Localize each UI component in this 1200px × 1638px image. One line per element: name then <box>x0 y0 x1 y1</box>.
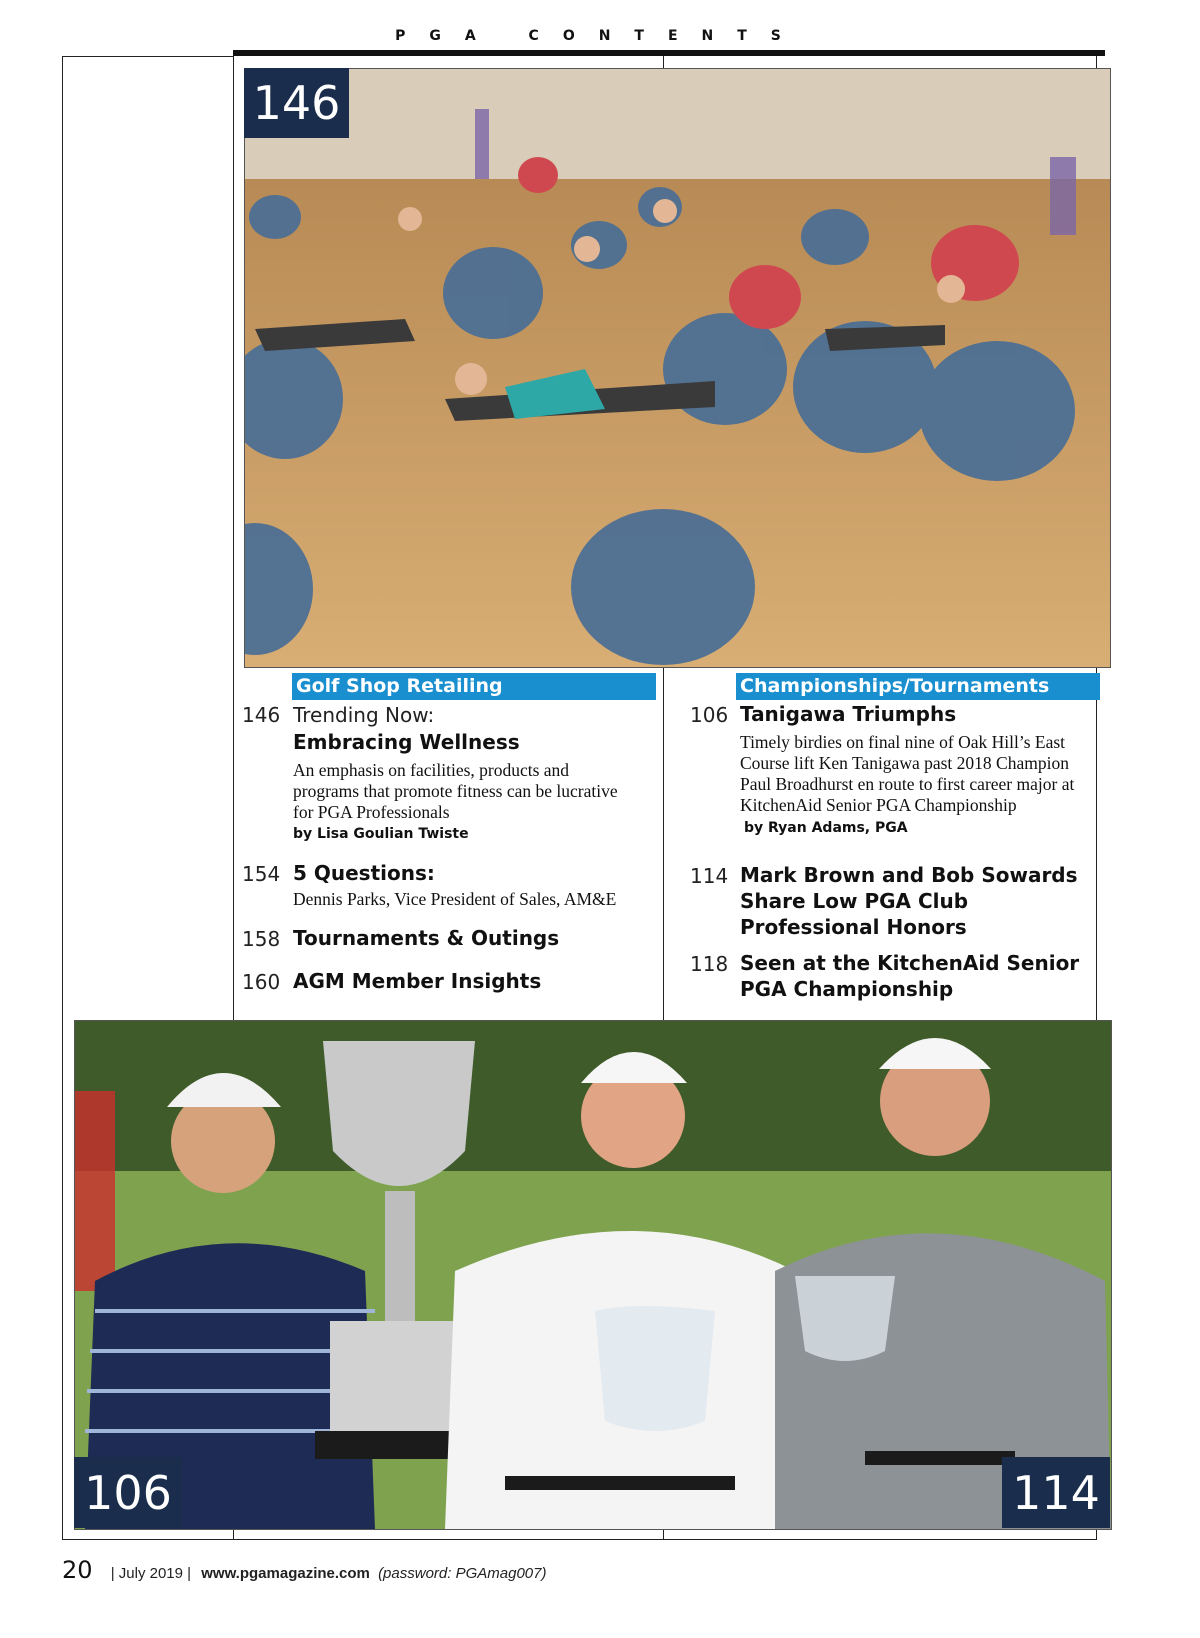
article-title-agm-member-insights: AGM Member Insights <box>293 969 542 993</box>
article-description-text: Timely birdies on final nine of Oak Hill’s East Course lift Ken Tanigawa past 2018 Champion Paul Broadhurst en route to first career major at KitchenAid Senior PGA Championship <box>740 732 1075 815</box>
footer-password: (password: PGAmag007) <box>378 1565 547 1582</box>
article-byline: by Lisa Goulian Twiste <box>293 826 469 842</box>
article-title-mark-brown-bob-sowards: Mark Brown and Bob Sowards Share Low PGA Club Professional Honors <box>740 863 1078 939</box>
page-number-146: 146 <box>242 703 281 727</box>
page-number-160: 160 <box>242 970 281 994</box>
article-title-embracing-wellness: Embracing Wellness <box>293 730 520 754</box>
fitness-class-illustration <box>245 69 1110 667</box>
page-number-114: 114 <box>690 864 729 888</box>
page-number-106: 106 <box>690 703 729 727</box>
section-heading-golf-shop-retailing: Golf Shop Retailing <box>292 673 656 700</box>
article-byline: by Ryan Adams, PGA <box>744 820 908 836</box>
page-badge-146: 146 <box>244 68 349 138</box>
folio-page-number: 20 <box>62 1556 93 1584</box>
article-title-tanigawa-triumphs: Tanigawa Triumphs <box>740 702 957 726</box>
page-number-154: 154 <box>242 862 281 886</box>
section-running-head: PGA CONTENTS <box>395 28 805 44</box>
page-badge-114: 114 <box>1002 1457 1110 1528</box>
footer-website-link[interactable]: www.pgamagazine.com <box>201 1565 370 1582</box>
footer-issue-date: | July 2019 | <box>110 1565 192 1582</box>
article-title-tournaments-outings: Tournaments & Outings <box>293 926 560 950</box>
article-description <box>740 732 1096 839</box>
article-title-seen-at-kitchenaid: Seen at the KitchenAid Senior PGA Championship <box>740 951 1080 1001</box>
frame-left-line <box>62 56 63 1540</box>
frame-top-left-line <box>62 56 233 57</box>
page-number-118: 118 <box>690 952 729 976</box>
header-rule <box>233 50 1105 56</box>
article-description: Dennis Parks, Vice President of Sales, AM&E <box>293 889 617 909</box>
section-heading-championships-tournaments: Championships/Tournaments <box>736 673 1100 700</box>
article-kicker: Trending Now: <box>293 703 435 727</box>
champions-trophy-photo <box>74 1020 1112 1530</box>
article-description: An emphasis on facilities, products and programs that promote fitness can be lucrative for PGA Professionals <box>293 760 618 822</box>
page-number-158: 158 <box>242 927 281 951</box>
article-title-5-questions: 5 Questions: <box>293 861 435 885</box>
frame-bottom-line <box>62 1539 1097 1540</box>
fitness-class-photo <box>244 68 1111 668</box>
page-badge-106: 106 <box>74 1457 182 1528</box>
footer <box>62 1556 546 1584</box>
champions-illustration <box>75 1021 1111 1529</box>
